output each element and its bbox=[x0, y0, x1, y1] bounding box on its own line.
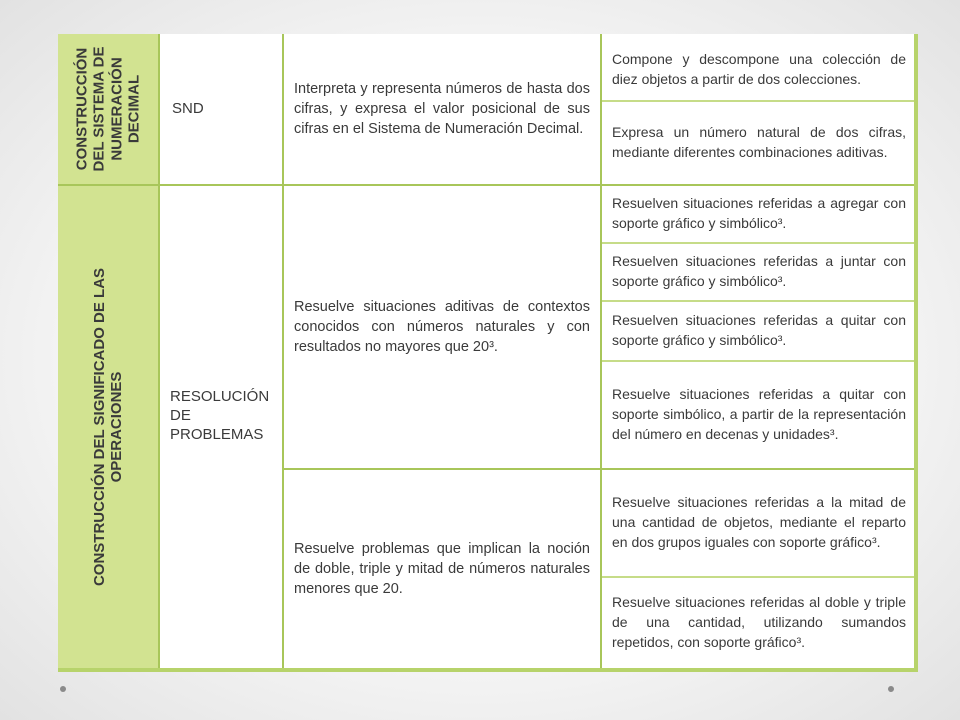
domain-cell-operaciones bbox=[58, 186, 160, 668]
indicator-cell bbox=[602, 102, 914, 184]
organizer-label: RESOLUCIÓN DE PROBLEMAS bbox=[170, 388, 270, 443]
indicator-text: Resuelve situaciones referidas a quitar con soporte simbólico, a partir de la representación del número en decenas y unidades³. bbox=[612, 386, 906, 442]
indicator-cell bbox=[602, 186, 914, 244]
indicator-text: Resuelven situaciones referidas a quitar con soporte gráfico y simbólico³. bbox=[612, 312, 906, 348]
indicator-text: Resuelve situaciones referidas al doble y triple de una cantidad, utilizando sumandos repetidos, con soporte gráfico³. bbox=[612, 594, 906, 650]
indicator-cell bbox=[602, 362, 914, 468]
competency-cell bbox=[284, 470, 602, 668]
indicator-cell bbox=[602, 302, 914, 362]
competency-cell bbox=[284, 186, 602, 468]
indicator-text: Resuelven situaciones referidas a agregar con soporte gráfico y simbólico³. bbox=[612, 195, 906, 231]
indicator-text: Compone y descompone una colección de diez objetos a partir de dos colecciones. bbox=[612, 51, 906, 87]
indicator-cell bbox=[602, 244, 914, 302]
slide-decoration-dot bbox=[888, 686, 894, 692]
competency-text: Resuelve situaciones aditivas de contextos conocidos con números naturales y con resultados no mayores que 20³. bbox=[294, 298, 590, 356]
competency-text: Interpreta y representa números de hasta dos cifras, y expresa el valor posicional de sus cifras en el Sistema de Numeración Decimal. bbox=[294, 80, 590, 138]
domain-label: CONSTRUCCIÓN DEL SISTEMA DE NUMERACIÓN DECIMAL bbox=[73, 46, 143, 172]
competency-text: Resuelve problemas que implican la noción de doble, triple y mitad de números naturales menores que 20. bbox=[294, 540, 590, 598]
organizer-cell-snd bbox=[160, 34, 284, 184]
indicator-cell bbox=[602, 578, 914, 668]
table-image bbox=[58, 34, 918, 672]
organizer-label: SND bbox=[172, 100, 204, 117]
indicator-text: Resuelve situaciones referidas a la mitad de una cantidad de objetos, mediante el reparto en dos grupos iguales con soporte gráfico³. bbox=[612, 494, 906, 550]
indicator-text: Resuelven situaciones referidas a juntar con soporte gráfico y simbólico³. bbox=[612, 253, 906, 289]
competency-cell bbox=[284, 34, 602, 184]
indicator-cell bbox=[602, 40, 914, 102]
organizer-cell-problemas bbox=[160, 186, 284, 668]
domain-cell-numeracion bbox=[58, 34, 160, 184]
indicator-text: Expresa un número natural de dos cifras, mediante diferentes combinaciones aditivas. bbox=[612, 124, 906, 160]
curriculum-table bbox=[58, 34, 918, 672]
slide-decoration-dot bbox=[60, 686, 66, 692]
indicator-cell bbox=[602, 470, 914, 578]
domain-label: CONSTRUCCIÓN DEL SIGNIFICADO DE LAS OPERACIONES bbox=[90, 267, 125, 587]
